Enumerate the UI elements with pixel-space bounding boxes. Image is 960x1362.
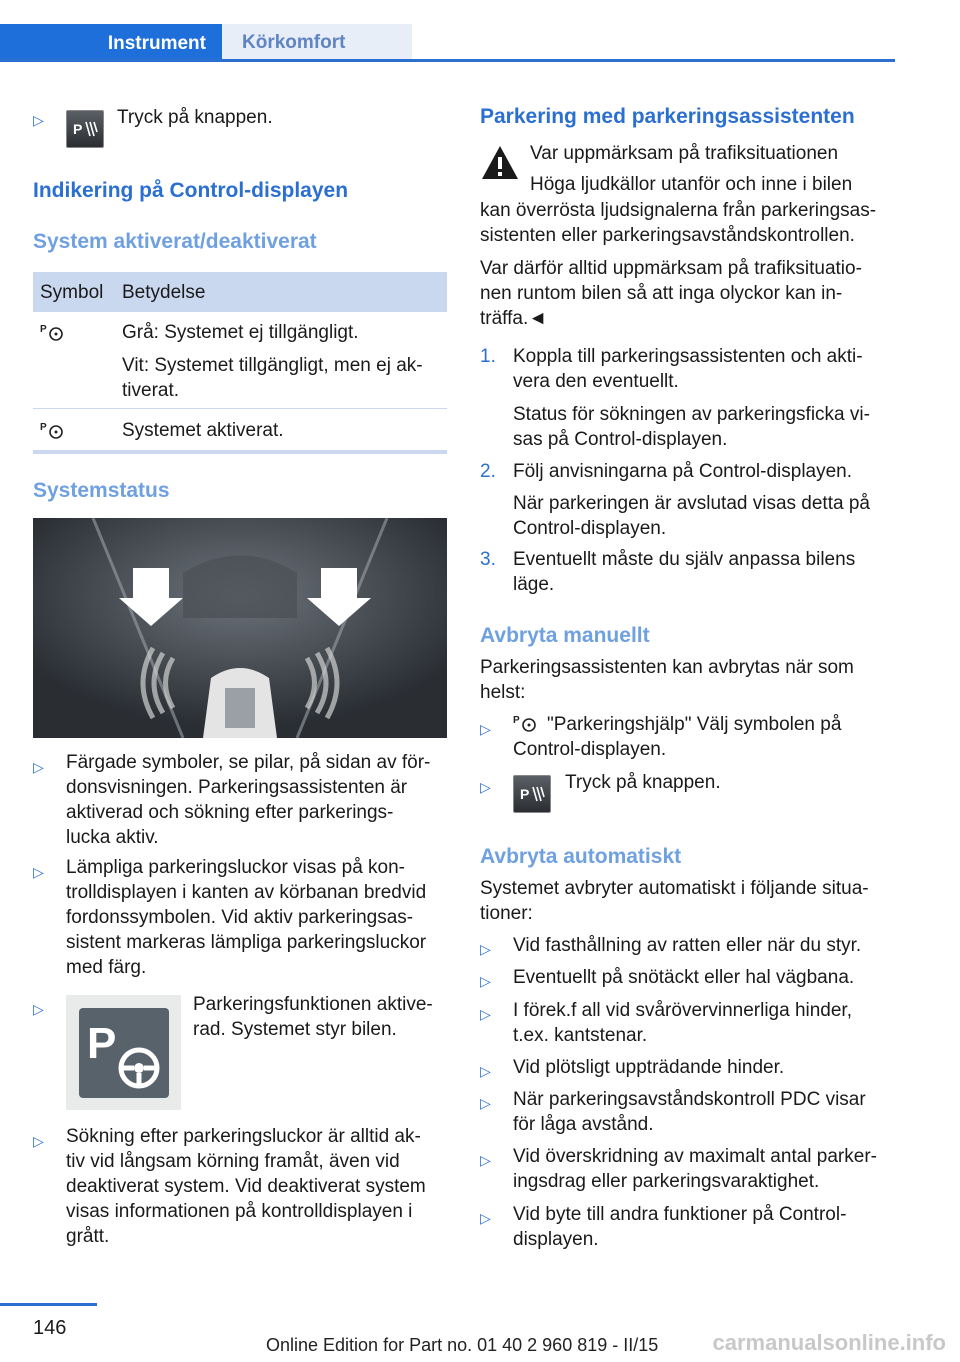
bullet-triangle-icon: ▷	[33, 1001, 44, 1017]
step-2	[513, 459, 870, 541]
bullet-2	[66, 855, 451, 980]
bullet-2-line: sistent markeras lämpliga parkeringsluckor	[66, 932, 427, 953]
step-1-sub: sas på Control-displayen.	[513, 429, 728, 450]
table-row-1-line3: tiverat.	[122, 380, 180, 401]
page-number: 146	[33, 1317, 67, 1339]
svg-text:P: P	[73, 121, 83, 137]
tab-underline	[0, 59, 895, 62]
cancel-manual-bullet-1: "Parkeringshjälp" Välj symbolen på	[547, 714, 842, 735]
bullet-1-line: donsvisningen. Parkeringsassistenten är	[66, 777, 408, 798]
svg-text:P: P	[513, 715, 520, 726]
cancel-auto-intro: Systemet avbryter automatiskt i följande situa-	[480, 878, 869, 899]
cancel-auto-bullet-line: t.ex. kantstenar.	[513, 1025, 648, 1046]
cancel-auto-bullet-line: Vid överskridning av maximalt antal parker-	[513, 1146, 877, 1167]
bullet-2-line: Lämpliga parkeringsluckor visas på kon-	[66, 857, 405, 878]
bullet-3-line: rad. Systemet styr bilen.	[193, 1019, 397, 1040]
parking-heading: Parkering med parkeringsassistenten	[480, 105, 855, 128]
cancel-auto-bullet-line: När parkeringsavståndskontroll PDC visar	[513, 1089, 866, 1110]
step-1-line: vera den eventuellt.	[513, 371, 679, 392]
bullet-3-line: Parkeringsfunktionen aktive-	[193, 994, 433, 1015]
cancel-manual-intro: helst:	[480, 682, 526, 703]
park-assist-button-icon	[66, 110, 104, 148]
park-assist-button-icon	[513, 775, 551, 813]
bullet-2-line: med färg.	[66, 957, 147, 978]
cancel-auto-bullet	[513, 1144, 877, 1194]
system-subheading: System aktiverat/deaktiverat	[33, 230, 317, 253]
bullet-4-line: tiv vid långsam körning framåt, även vid	[66, 1151, 400, 1172]
step-number: 1.	[480, 346, 496, 367]
bullet-1-line: aktiverad och sökning efter parkerings-	[66, 802, 394, 823]
bullet-triangle-icon: ▷	[33, 759, 44, 775]
cancel-auto-bullet-line: för låga avstånd.	[513, 1114, 654, 1135]
table-header-meaning: Betydelse	[122, 282, 206, 303]
bullet-triangle-icon: ▷	[480, 721, 491, 737]
cancel-auto-bullet-line: displayen.	[513, 1229, 599, 1250]
edition-text: Online Edition for Part no. 01 40 2 960 819 - II/15	[266, 1335, 659, 1355]
bullet-triangle-icon: ▷	[480, 973, 491, 989]
footer-accent-line	[0, 1303, 97, 1306]
cancel-auto-bullet-line: Vid byte till andra funktioner på Control-	[513, 1204, 847, 1225]
bullet-triangle-icon: ▷	[480, 1210, 491, 1226]
step-3	[513, 547, 855, 597]
cancel-auto-bullet: Vid plötsligt uppträdande hinder.	[513, 1057, 785, 1078]
cancel-manual-bullet-2: Tryck på knappen.	[565, 772, 721, 793]
step-2-line: Följ anvisningarna på Control-displayen.	[513, 461, 853, 482]
table-header	[33, 272, 447, 312]
cancel-manual-bullet-1: Control-displayen.	[513, 739, 667, 760]
table-divider	[33, 408, 447, 409]
tab-instrument[interactable]: Instrument	[0, 24, 222, 62]
bullet-3	[193, 992, 433, 1042]
bullet-triangle-icon: ▷	[480, 1006, 491, 1022]
bullet-4-line: Sökning efter parkeringsluckor är alltid ak-	[66, 1126, 421, 1147]
tab-korkomfort[interactable]: Körkomfort	[222, 24, 412, 60]
press-button-text: Tryck på knappen.	[117, 107, 273, 128]
bullet-triangle-icon: ▷	[480, 1063, 491, 1079]
park-steer-large-icon	[66, 995, 181, 1110]
bullet-4-line: grått.	[66, 1226, 110, 1247]
systemstatus-heading: Systemstatus	[33, 479, 170, 502]
warning-line: kan överrösta ljudsignalerna från parkeringsas-	[480, 200, 877, 221]
cancel-manual-intro: Parkeringsassistenten kan avbrytas när som	[480, 657, 854, 678]
bullet-triangle-icon: ▷	[33, 112, 44, 128]
cancel-auto-bullet-line: I förek.f all vid svårövervinnerliga hinder,	[513, 1000, 852, 1021]
svg-text:P: P	[40, 324, 47, 335]
cancel-auto-bullet: Eventuellt på snötäckt eller hal vägbana.	[513, 967, 855, 988]
table-row-2-line1: Systemet aktiverat.	[122, 420, 284, 441]
step-2-sub: Control-displayen.	[513, 518, 667, 539]
step-2-sub: När parkeringen är avslutad visas detta på	[513, 493, 870, 514]
warning-line: sistenten eller parkeringsavståndskontrollen.	[480, 225, 855, 246]
step-1	[513, 344, 870, 452]
table-header-symbol: Symbol	[40, 282, 104, 303]
cancel-auto-bullet	[513, 1087, 866, 1137]
cancel-auto-heading: Avbryta automatiskt	[480, 845, 682, 868]
table-row-1-line1: Grå: Systemet ej tillgängligt.	[122, 322, 359, 343]
cancel-auto-bullet	[513, 998, 852, 1048]
bullet-triangle-icon: ▷	[480, 941, 491, 957]
warning-icon	[480, 143, 520, 183]
warning-title: Var uppmärksam på trafiksituationen	[530, 143, 839, 164]
bullet-triangle-icon: ▷	[480, 1095, 491, 1111]
bullet-1	[66, 750, 451, 850]
bullet-4	[66, 1124, 451, 1249]
bullet-2-line: trolldisplayen i kanten av körbanan bredvid	[66, 882, 427, 903]
warning-line: Höga ljudkällor utanför och inne i bilen	[530, 174, 853, 195]
table-bottom-border	[33, 450, 447, 454]
bullet-triangle-icon: ▷	[33, 1133, 44, 1149]
park-steer-active-icon	[40, 420, 66, 447]
bullet-1-line: lucka aktiv.	[66, 827, 159, 848]
bullet-triangle-icon: ▷	[480, 779, 491, 795]
control-display-image	[33, 518, 447, 738]
step-3-line: läge.	[513, 574, 555, 595]
svg-text:P: P	[40, 422, 47, 433]
bullet-triangle-icon: ▷	[33, 864, 44, 880]
step-1-line: Koppla till parkeringsassistenten och akti-	[513, 346, 863, 367]
bullet-2-line: fordonssymbolen. Vid aktiv parkeringsas-	[66, 907, 414, 928]
bullet-triangle-icon: ▷	[480, 1152, 491, 1168]
svg-text:P: P	[520, 786, 530, 802]
cancel-auto-intro: tioner:	[480, 903, 533, 924]
bullet-1-line: Färgade symboler, se pilar, på sidan av för-	[66, 752, 431, 773]
park-steer-grey-icon	[40, 322, 66, 349]
cancel-manual-heading: Avbryta manuellt	[480, 624, 650, 647]
watermark: carmanualsonline.info	[712, 1330, 946, 1355]
warning-line: nen runtom bilen så att inga olyckor kan in-	[480, 283, 843, 304]
cancel-auto-bullet	[513, 1202, 846, 1252]
cancel-auto-bullet: Vid fasthållning av ratten eller när du styr.	[513, 935, 862, 956]
warning-line: Var därför alltid uppmärksam på trafiksituatio-	[480, 258, 862, 279]
step-3-line: Eventuellt måste du själv anpassa bilens	[513, 549, 856, 570]
step-number: 3.	[480, 549, 496, 570]
svg-text:P: P	[86, 1018, 116, 1068]
bullet-4-line: visas informationen på kontrolldisplayen i	[66, 1201, 413, 1222]
cancel-auto-bullet-line: ingsdrag eller parkeringsvaraktighet.	[513, 1171, 820, 1192]
bullet-4-line: deaktiverat system. Vid deaktiverat system	[66, 1176, 426, 1197]
park-steer-small-icon	[513, 713, 539, 740]
step-1-sub: Status för sökningen av parkeringsficka vi-	[513, 404, 870, 425]
table-row-1-line2: Vit: Systemet tillgängligt, men ej ak-	[122, 355, 423, 376]
warning-line: träffa.◄	[480, 308, 548, 329]
step-number: 2.	[480, 461, 496, 482]
indication-heading: Indikering på Control-displayen	[33, 179, 349, 202]
